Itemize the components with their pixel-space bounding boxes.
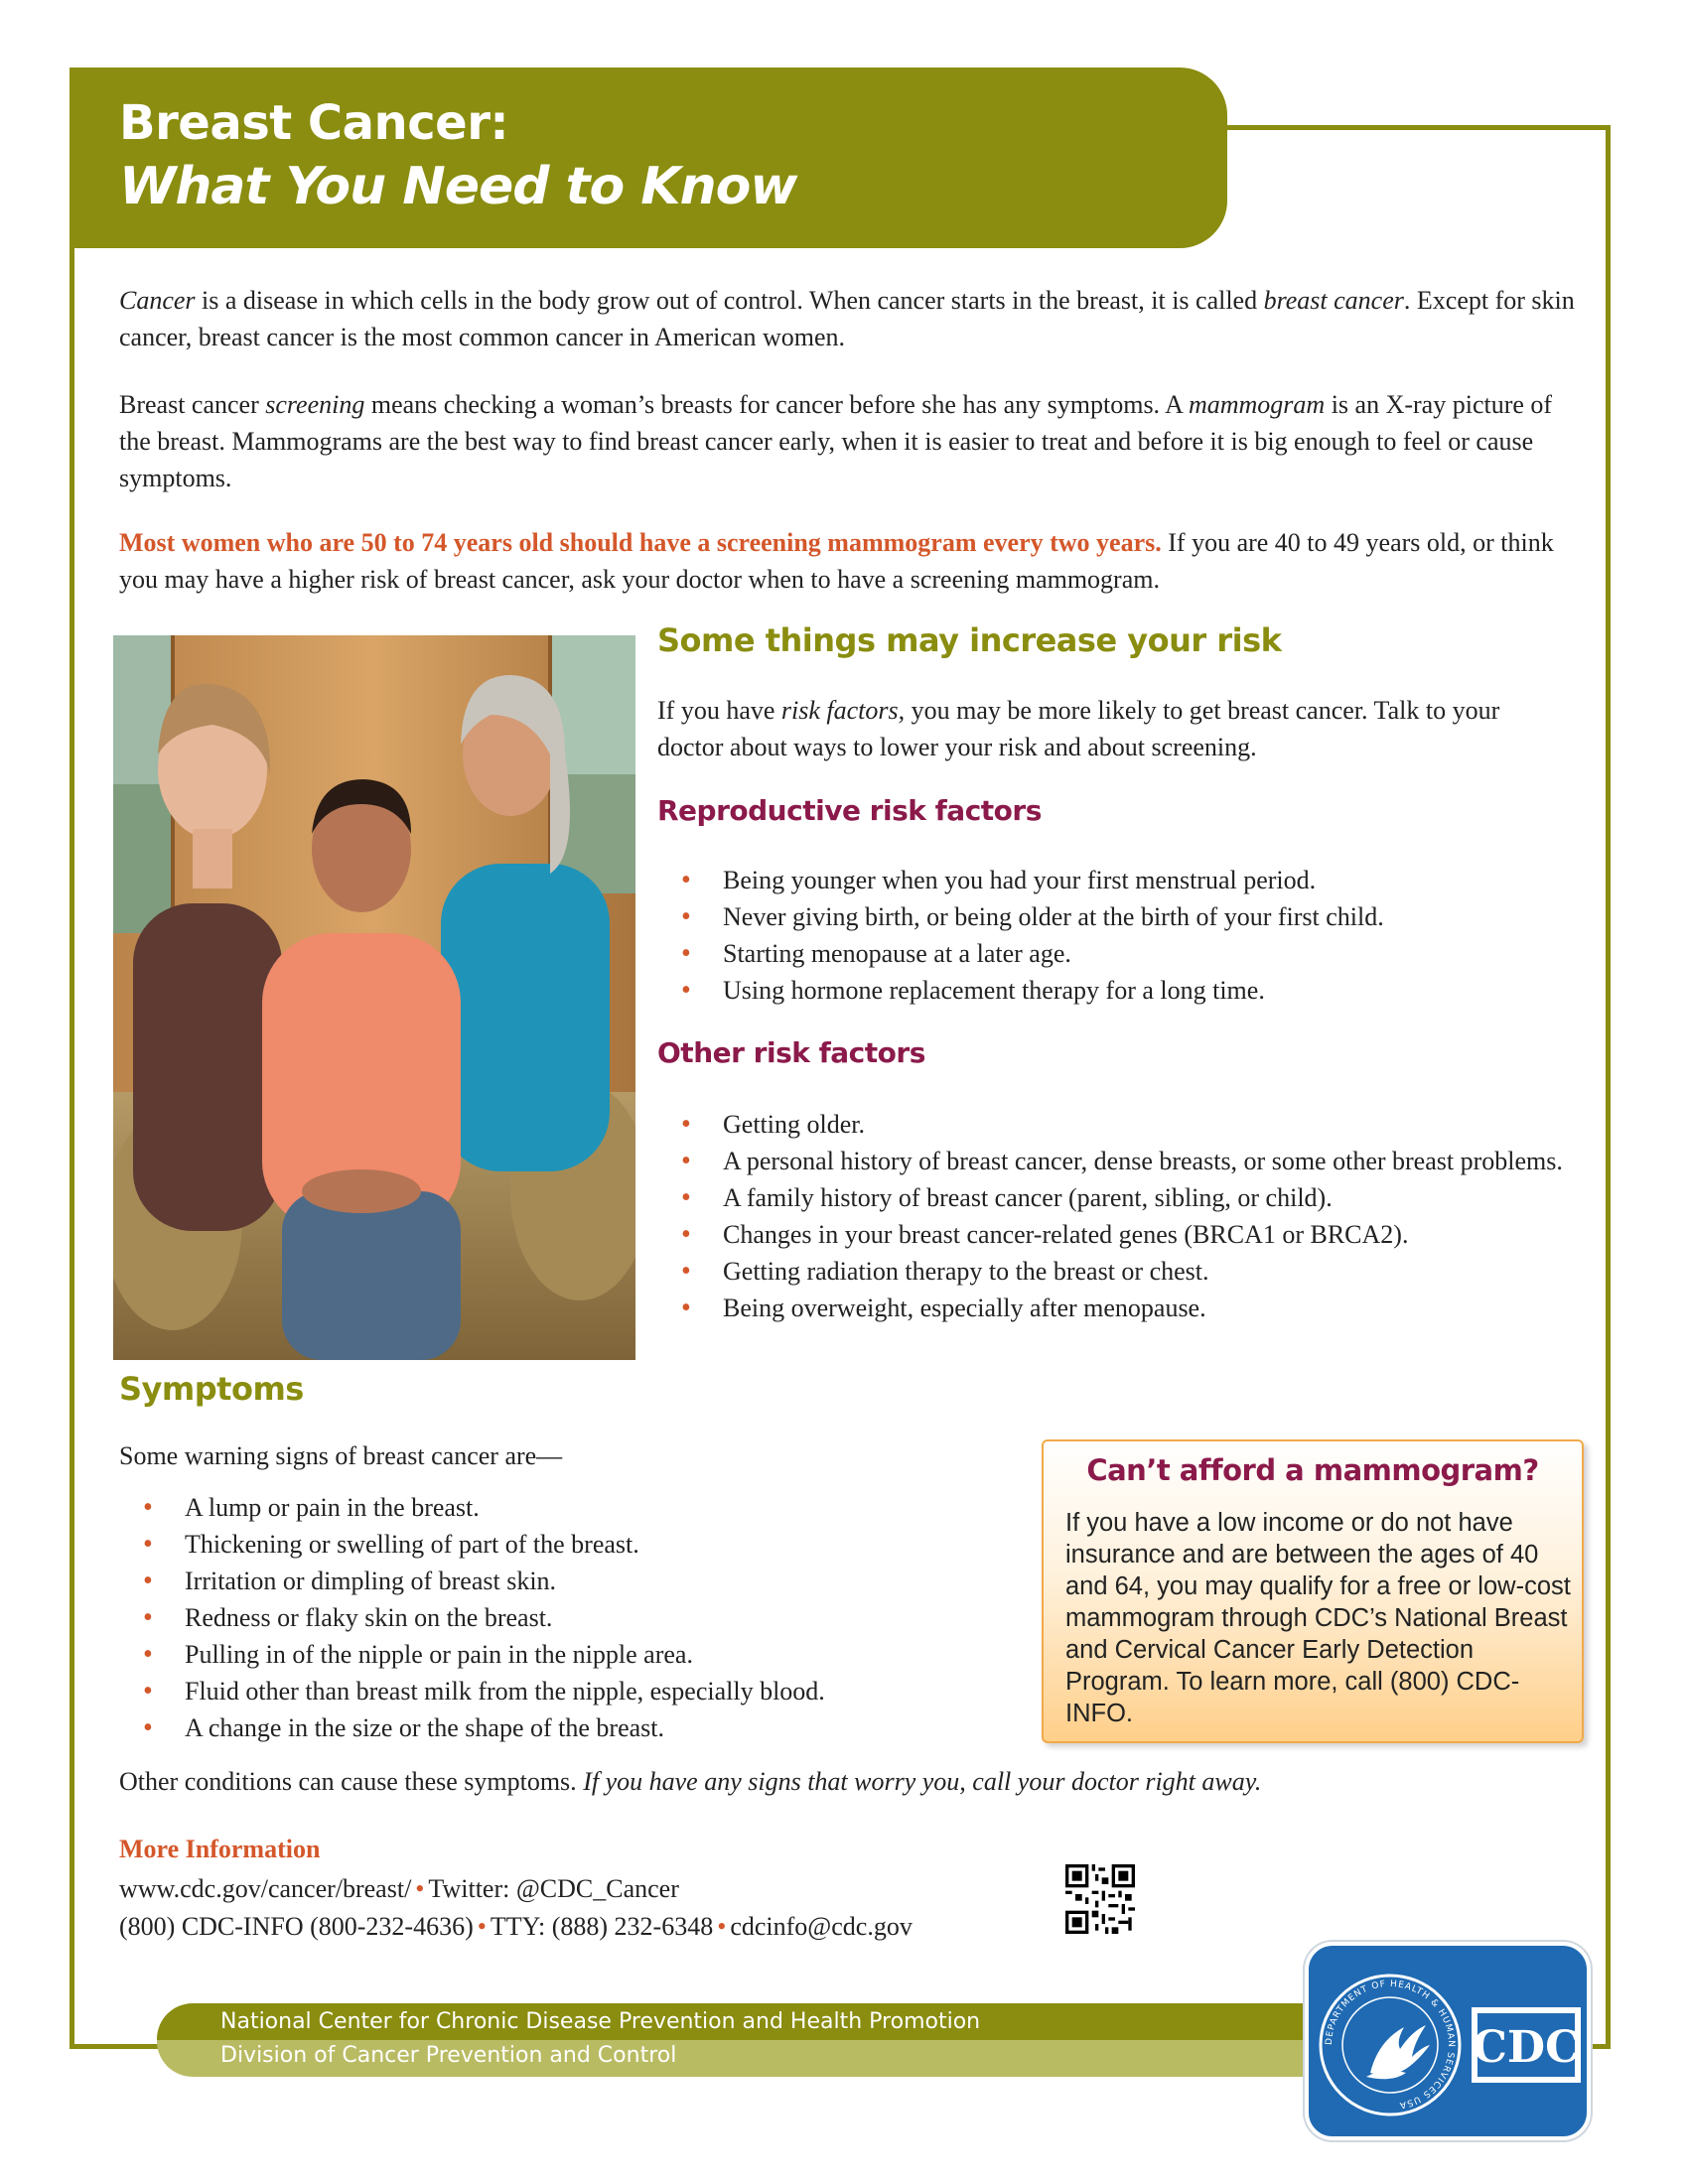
risk-heading: Some things may increase your risk <box>657 621 1282 659</box>
frame-top-rule <box>1221 125 1611 130</box>
text-run: is a disease in which cells in the body grow out of control. When cancer starts in the breast, it is called <box>195 286 1264 315</box>
text-run: . Except for skin cancer, breast cancer is the most common cancer in American women. <box>119 286 1575 351</box>
page-title: Breast Cancer: <box>119 95 509 151</box>
cdc-wordmark: CDC <box>1472 2022 1581 2073</box>
bullet-separator: • <box>415 1874 425 1903</box>
text-run: Breast cancer <box>119 390 266 419</box>
list-item: • Getting older. <box>657 1106 1581 1143</box>
tty-number[interactable]: TTY: (888) 232-6348 <box>490 1912 714 1941</box>
email-link[interactable]: cdcinfo@cdc.gov <box>730 1912 913 1941</box>
page-subtitle: What You Need to Know <box>119 157 797 216</box>
more-info-line-1 <box>119 1870 679 1907</box>
text-run: means checking a woman’s breasts for cancer before she has any symptoms. A <box>364 390 1189 419</box>
symptoms-intro: Some warning signs of breast cancer are— <box>119 1441 563 1470</box>
list-item: • Redness or flaky skin on the breast. <box>119 1599 1013 1636</box>
list-item: • A lump or pain in the breast. <box>119 1489 1013 1526</box>
reproductive-risk-list <box>657 862 1611 1009</box>
more-info-heading: More Information <box>119 1835 321 1863</box>
list-item: • A personal history of breast cancer, dense breasts, or some other breast problems. <box>657 1143 1581 1179</box>
footer-center-name: National Center for Chronic Disease Prevention and Health Promotion <box>220 2009 981 2034</box>
bullet-separator: • <box>717 1912 727 1941</box>
afford-callout-body: If you have a low income or do not have insurance and are between the ages of 40 and 64, you may qualify for a free or low-cost mammogram through CDC’s National Breast and Cervical Cancer Early Detection Program. To learn more, call (800) CDC-INFO. <box>1065 1509 1571 1727</box>
bullet-separator: • <box>477 1912 487 1941</box>
text-run: Cancer <box>119 286 196 315</box>
women-photo <box>113 635 635 1360</box>
list-item: • Never giving birth, or being older at the birth of your first child. <box>657 898 1611 935</box>
symptoms-closing <box>119 1763 1599 1800</box>
other-risk-list <box>657 1106 1581 1326</box>
text-run: Most women who are 50 to 74 years old should have a screening mammogram every two years. <box>119 528 1162 557</box>
intro-paragraph-2 <box>119 386 1579 496</box>
text-run: If you have <box>657 696 781 725</box>
phone-number[interactable]: (800) CDC-INFO (800-232-4636) <box>119 1912 474 1941</box>
list-item: • Getting radiation therapy to the breast or chest. <box>657 1253 1581 1290</box>
symptoms-list <box>119 1489 1013 1746</box>
other-risk-heading: Other risk factors <box>657 1036 925 1069</box>
twitter-link[interactable]: Twitter: @CDC_Cancer <box>428 1874 679 1903</box>
list-item: • Changes in your breast cancer-related genes (BRCA1 or BRCA2). <box>657 1216 1581 1253</box>
intro-paragraph-1 <box>119 282 1579 355</box>
hhs-seal-text: DEPARTMENT OF HEALTH & HUMAN SERVICES USA <box>1324 1979 1457 2111</box>
text-run: If you have any signs that worry you, call your doctor right away. <box>583 1767 1262 1796</box>
text-run: is an X-ray picture of the breast. Mammograms are the best way to find breast cancer early, when it is easier to treat and before it is big enough to feel or cause symptoms. <box>119 390 1553 492</box>
text-run: screening <box>265 390 365 419</box>
symptoms-heading: Symptoms <box>119 1370 304 1408</box>
cdc-logo <box>1305 1942 1591 2140</box>
footer-division-name: Division of Cancer Prevention and Control <box>220 2043 677 2068</box>
list-item: • A change in the size or the shape of the breast. <box>119 1709 1013 1746</box>
text-run: If you are 40 to 49 years old, or think you may have a higher risk of breast cancer, ask your doctor when to have a screening mammogram. <box>119 528 1554 594</box>
afford-callout-title: Can’t afford a mammogram? <box>1086 1453 1539 1487</box>
more-info-line-2 <box>119 1908 913 1945</box>
list-item: • Thickening or swelling of part of the breast. <box>119 1526 1013 1563</box>
list-item: • Starting menopause at a later age. <box>657 935 1611 972</box>
text-run: Other conditions can cause these symptoms. <box>119 1767 584 1796</box>
risk-intro <box>657 692 1551 765</box>
list-item: • Irritation or dimpling of breast skin. <box>119 1563 1013 1599</box>
reproductive-risk-heading: Reproductive risk factors <box>657 794 1042 827</box>
list-item: • Fluid other than breast milk from the nipple, especially blood. <box>119 1673 1013 1709</box>
list-item: • Using hormone replacement therapy for a long time. <box>657 972 1611 1009</box>
list-item: • Being younger when you had your first menstrual period. <box>657 862 1611 898</box>
text-run: breast cancer <box>1263 286 1404 315</box>
text-run: risk factors, <box>780 696 906 725</box>
text-run: you may be more likely to get breast cancer. Talk to your doctor about ways to lower your risk and about screening. <box>657 696 1500 761</box>
list-item: • Being overweight, especially after menopause. <box>657 1290 1581 1326</box>
qr-code-icon[interactable] <box>1065 1864 1135 1934</box>
list-item: • A family history of breast cancer (parent, sibling, or child). <box>657 1179 1581 1216</box>
text-run: mammogram <box>1188 390 1326 419</box>
afford-callout <box>1042 1439 1584 1743</box>
website-link[interactable]: www.cdc.gov/cancer/breast/ <box>119 1874 412 1903</box>
intro-paragraph-3 <box>119 524 1599 598</box>
list-item: • Pulling in of the nipple or pain in the nipple area. <box>119 1636 1013 1673</box>
